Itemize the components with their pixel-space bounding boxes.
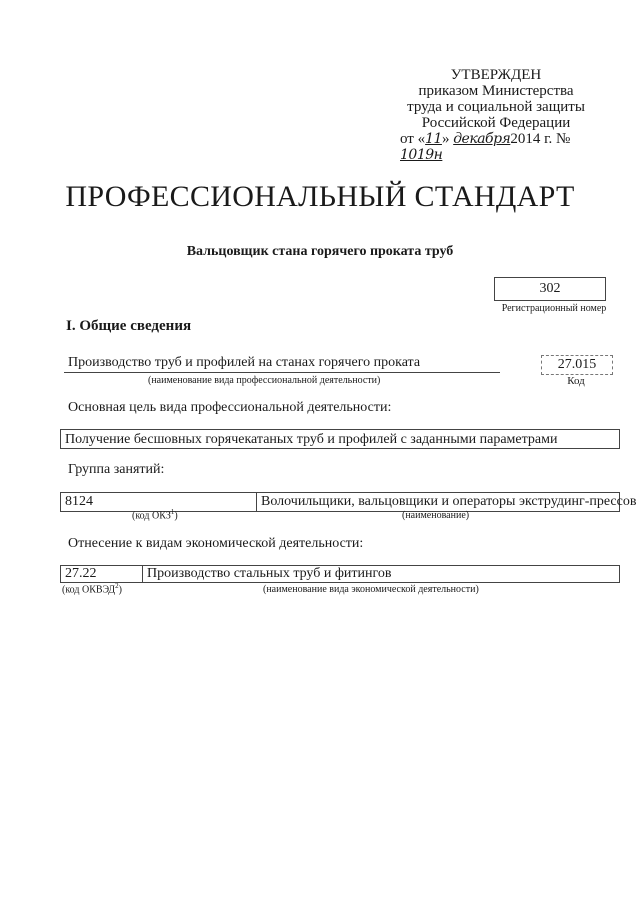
approval-block bbox=[386, 67, 606, 163]
section-heading: I. Общие сведения bbox=[66, 318, 192, 334]
activity-code-box: 27.015 bbox=[541, 355, 613, 375]
okz-caption-end: ) bbox=[174, 510, 178, 522]
occupation-group-code: 8124 bbox=[61, 493, 257, 511]
okved-caption-text: (код ОКВЭД bbox=[62, 584, 116, 596]
okved-code-caption bbox=[62, 582, 122, 595]
activity-underline bbox=[64, 372, 500, 373]
okved-code: 27.22 bbox=[61, 566, 143, 582]
document-title: ПРОФЕССИОНАЛЬНЫЙ СТАНДАРТ bbox=[65, 180, 575, 213]
okved-name: Производство стальных труб и фитингов bbox=[147, 566, 392, 581]
date-prefix: от « bbox=[400, 131, 426, 147]
economic-activity-row bbox=[60, 565, 620, 583]
date-mid: » bbox=[441, 131, 450, 147]
approval-date-line bbox=[386, 131, 606, 163]
standard-name: Вальцовщик стана горячего проката труб bbox=[186, 244, 454, 259]
footnote-marker: 1 bbox=[170, 508, 175, 516]
approval-line: приказом Министерства bbox=[418, 83, 574, 99]
footnote-marker: 2 bbox=[115, 582, 119, 590]
okz-code-caption bbox=[132, 508, 178, 521]
goal-text-box: Получение бесшовных горячекатаных труб и профилей с заданными параметрами bbox=[60, 429, 620, 449]
registration-number-box: 302 bbox=[494, 277, 606, 301]
handwritten-order-number: 1019н bbox=[400, 147, 443, 163]
date-year: 2014 г. № bbox=[510, 131, 571, 147]
occupation-group-name: Волочильщики, вальцовщики и операторы экструдинг-прессов bbox=[261, 494, 637, 509]
approval-line: труда и социальной защиты bbox=[407, 99, 585, 115]
activity-name: Производство труб и профилей на станах горячего проката bbox=[68, 355, 421, 370]
handwritten-month: декабря bbox=[453, 131, 511, 147]
okved-name-caption: (наименование вида экономической деятельности) bbox=[263, 584, 479, 595]
activity-code-label: Код bbox=[567, 375, 585, 387]
occupation-name-caption: (наименование) bbox=[402, 510, 470, 521]
okved-caption-end: ) bbox=[118, 584, 122, 596]
activity-caption: (наименование вида профессиональной деятельности) bbox=[148, 375, 381, 386]
approval-line: Российской Федерации bbox=[421, 115, 571, 131]
registration-number-label: Регистрационный номер bbox=[501, 303, 607, 314]
occupation-group-label: Группа занятий: bbox=[68, 462, 165, 477]
economic-activity-label: Отнесение к видам экономической деятельности: bbox=[68, 536, 364, 551]
approval-heading: УТВЕРЖДЕН bbox=[450, 67, 542, 83]
okz-caption-text: (код ОКЗ bbox=[132, 510, 171, 522]
handwritten-day: 11 bbox=[425, 131, 442, 147]
goal-label: Основная цель вида профессиональной деятельности: bbox=[68, 400, 392, 415]
